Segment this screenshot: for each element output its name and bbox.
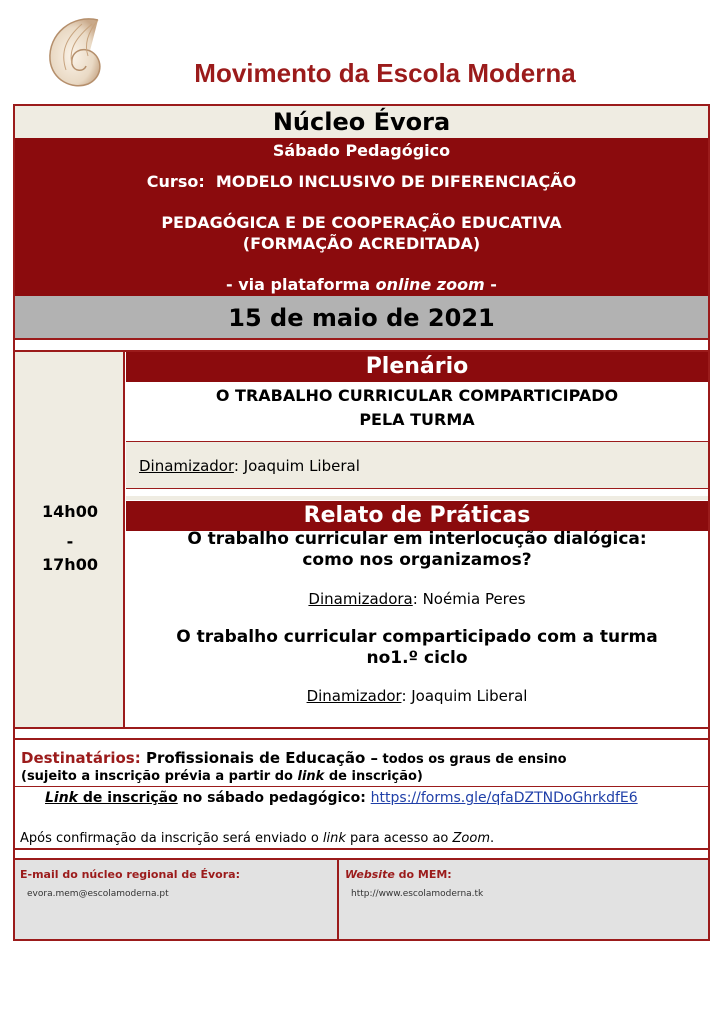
plenario-title: O TRABALHO CURRICULAR COMPARTICIPADO PELA TURMA: [215, 386, 619, 429]
registration-link[interactable]: https://forms.gle/qfaDZTNDoGhrkdfE6: [370, 790, 638, 806]
end-time: 17h00: [42, 555, 98, 574]
audience-line: Destinatários: Profissionais de Educação – todos os graus de ensino: [21, 749, 567, 767]
schedule-column: [15, 352, 125, 727]
nautilus-shell-icon: [42, 12, 108, 92]
registration-link-line: Link de inscrição no sábado pedagógico: https://forms.gle/qfaDZTNDoGhrkdfE6: [45, 790, 638, 806]
course-line-3: (FORMAÇÃO ACREDITADA): [242, 234, 481, 253]
website-value[interactable]: http://www.escolamoderna.tk: [351, 889, 484, 899]
course-info-block: [15, 138, 708, 296]
start-time: 14h00: [42, 502, 98, 521]
talk-1-title: O trabalho curricular em interlocução dialógica: como nos organizamos?: [187, 529, 647, 570]
audience-section: [15, 741, 708, 786]
talk-2-title: O trabalho curricular comparticipado com a turma no1.º ciclo: [176, 627, 658, 668]
divider: [126, 488, 710, 489]
divider: [13, 338, 710, 340]
email-label: E-mail do núcleo regional de Évora:: [20, 868, 240, 881]
plenario-heading: Plenário: [126, 352, 708, 382]
organization-title: Movimento da Escola Moderna: [194, 58, 576, 88]
talk-1-host: Dinamizadora: Noémia Peres: [308, 590, 526, 608]
audience-note: (sujeito a inscrição prévia a partir do link de inscrição): [21, 769, 423, 784]
spacer: [126, 496, 708, 500]
website-label: Website do MEM:: [345, 868, 452, 881]
relato-heading: Relato de Práticas: [126, 501, 708, 531]
email-value[interactable]: evora.mem@escolamoderna.pt: [27, 889, 169, 899]
course-line-1: Curso: MODELO INCLUSIVO DE DIFERENCIAÇÃO: [146, 172, 577, 191]
divider: [13, 786, 710, 787]
event-type: Sábado Pedagógico: [272, 141, 451, 160]
talk-2-host: Dinamizador: Joaquim Liberal: [306, 687, 528, 705]
confirmation-note: Após confirmação da inscrição será enviado o link para acesso ao Zoom.: [20, 831, 495, 846]
divider: [13, 738, 710, 740]
plenario-host: Dinamizador: Joaquim Liberal: [139, 457, 360, 475]
footer-divider: [337, 860, 339, 940]
course-line-2: PEDAGÓGICA E DE COOPERAÇÃO EDUCATIVA: [161, 213, 562, 232]
event-date: 15 de maio de 2021: [15, 296, 708, 338]
platform-line: - via plataforma online zoom -: [226, 275, 497, 294]
divider: [13, 727, 710, 729]
divider: [13, 848, 710, 850]
nucleo-title: Núcleo Évora: [15, 106, 708, 138]
time-separator: -: [66, 532, 74, 551]
